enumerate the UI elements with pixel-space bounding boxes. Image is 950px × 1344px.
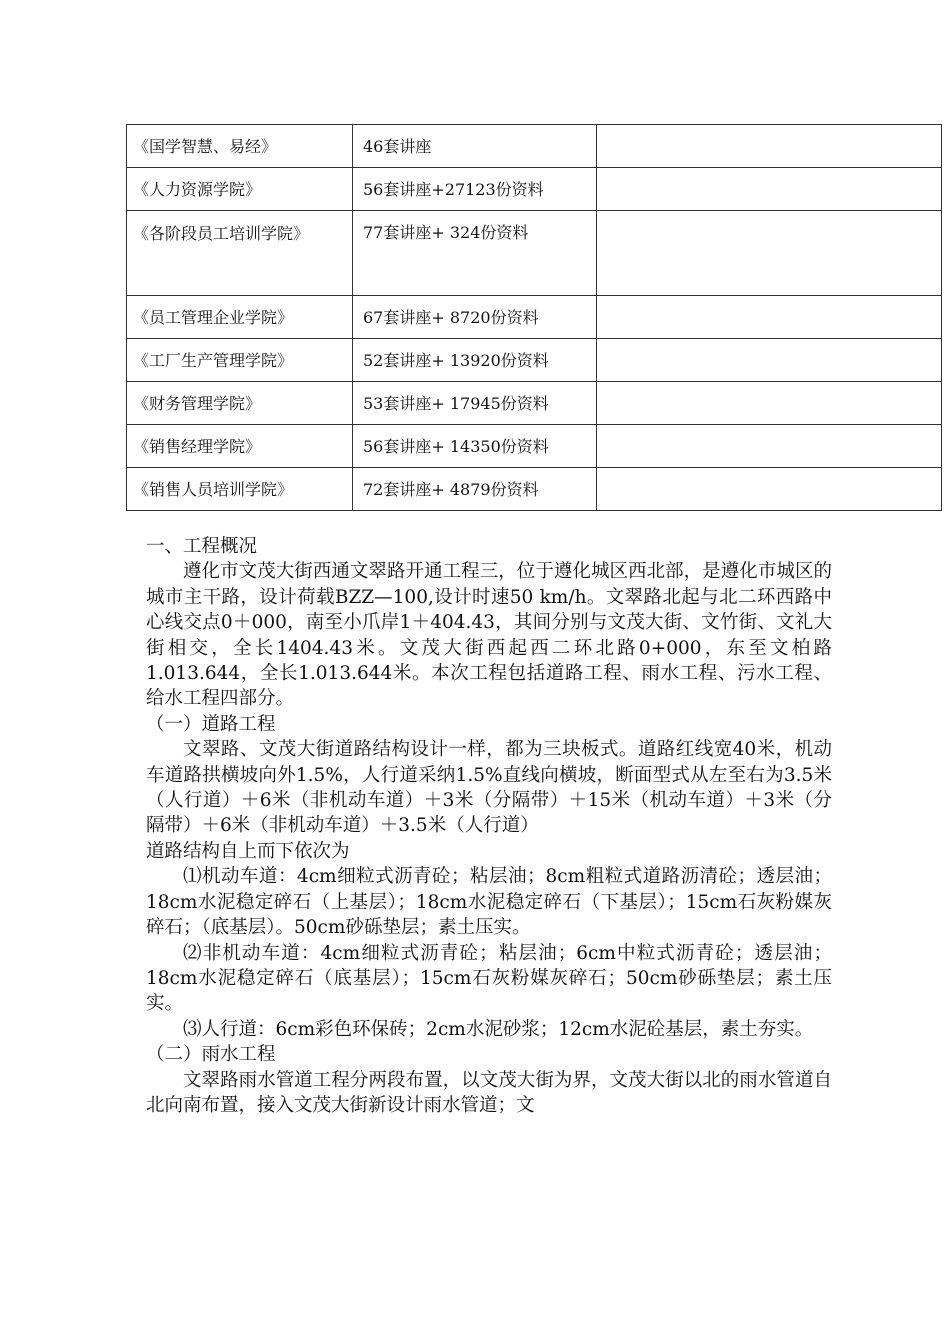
table-row (127, 125, 942, 168)
paragraph: 道路结构自上而下依次为 (146, 840, 350, 862)
row-name: 《员工管理企业学院》 (127, 296, 353, 339)
table-row (127, 211, 942, 296)
row-note (597, 425, 942, 468)
row-name: 《销售人员培训学院》 (127, 468, 353, 511)
row-content: 56套讲座+ 14350份资料 (353, 425, 597, 468)
table-row (127, 339, 942, 382)
table-row (127, 296, 942, 339)
section-heading: 一、工程概况 (146, 536, 258, 557)
row-content: 67套讲座+ 8720份资料 (353, 296, 597, 339)
row-name: 《国学智慧、易经》 (127, 125, 353, 168)
paragraph: 遵化市文茂大街西通文翠路开通工程三，位于遵化城区西北部，是遵化市城区的城市主干路，设计荷载BZZ—100,设计时速50 km/h。文翠路北起与北二环西路中心线交点0＋000，南至小爪岸1＋404.43，其间分别与文茂大街、文竹街、文礼大街相交，全长1404.43米。文茂大街西起西二环北路0+000，东至文柏路1.013.644，全长1.013.644米。本次工程包括道路工程、雨水工程、污水工程、给水工程四部分。 (146, 561, 832, 710)
row-content: 53套讲座+ 17945份资料 (353, 382, 597, 425)
row-note (597, 382, 942, 425)
row-note (597, 168, 942, 211)
row-content: 72套讲座+ 4879份资料 (353, 468, 597, 511)
table-row (127, 468, 942, 511)
document-body (146, 534, 832, 1118)
paragraph: 文翠路、文茂大街道路结构设计一样，都为三块板式。道路红线宽40米，机动车道路拱横坡向外1.5%，人行道采纳1.5%直线向横坡，断面型式从左至右为3.5米（人行道）＋6米（非机动车道）＋3米（分隔带）＋15米（机动车道）＋3米（分隔带）＋6米（非机动车道）＋3.5米（人行道） (146, 739, 832, 837)
paragraph: ⑵非机动车道：4cm细粒式沥青砼；粘层油；6cm中粒式沥青砼；透层油；18cm水泥稳定碎石（底基层）；15cm石灰粉媒灰碎石；50cm砂砾垫层；素土压实。 (146, 942, 832, 1015)
subsection-heading: （一）道路工程 (146, 713, 276, 735)
row-note (597, 211, 942, 296)
row-note (597, 468, 942, 511)
row-name: 《人力资源学院》 (127, 168, 353, 211)
subsection-heading: （二）雨水工程 (146, 1044, 276, 1066)
table-row (127, 168, 942, 211)
row-note (597, 125, 942, 168)
row-content: 52套讲座+ 13920份资料 (353, 339, 597, 382)
row-note (597, 339, 942, 382)
paragraph: ⑶人行道：6cm彩色环保砖；2cm水泥砂浆；12cm水泥砼基层，素土夯实。 (183, 1018, 814, 1040)
row-name: 《销售经理学院》 (127, 425, 353, 468)
table-row (127, 425, 942, 468)
row-content: 46套讲座 (353, 125, 597, 168)
row-content: 77套讲座+ 324份资料 (353, 211, 597, 296)
table-row (127, 382, 942, 425)
row-name: 《工厂生产管理学院》 (127, 339, 353, 382)
paragraph: 文翠路雨水管道工程分两段布置，以文茂大街为界，文茂大街以北的雨水管道自北向南布置，接入文茂大街新设计雨水管道；文 (146, 1069, 832, 1116)
row-content: 56套讲座+27123份资料 (353, 168, 597, 211)
resource-table (126, 124, 942, 511)
row-note (597, 296, 942, 339)
row-name: 《各阶段员工培训学院》 (127, 211, 353, 296)
paragraph: ⑴机动车道：4cm细粒式沥青砼；粘层油；8cm粗粒式道路沥清砼；透层油；18cm水泥稳定碎石（上基层）；18cm水泥稳定碎石（下基层）；15cm石灰粉媒灰碎石；（底基层）。50cm砂砾垫层；素土压实。 (146, 866, 832, 939)
row-name: 《财务管理学院》 (127, 382, 353, 425)
